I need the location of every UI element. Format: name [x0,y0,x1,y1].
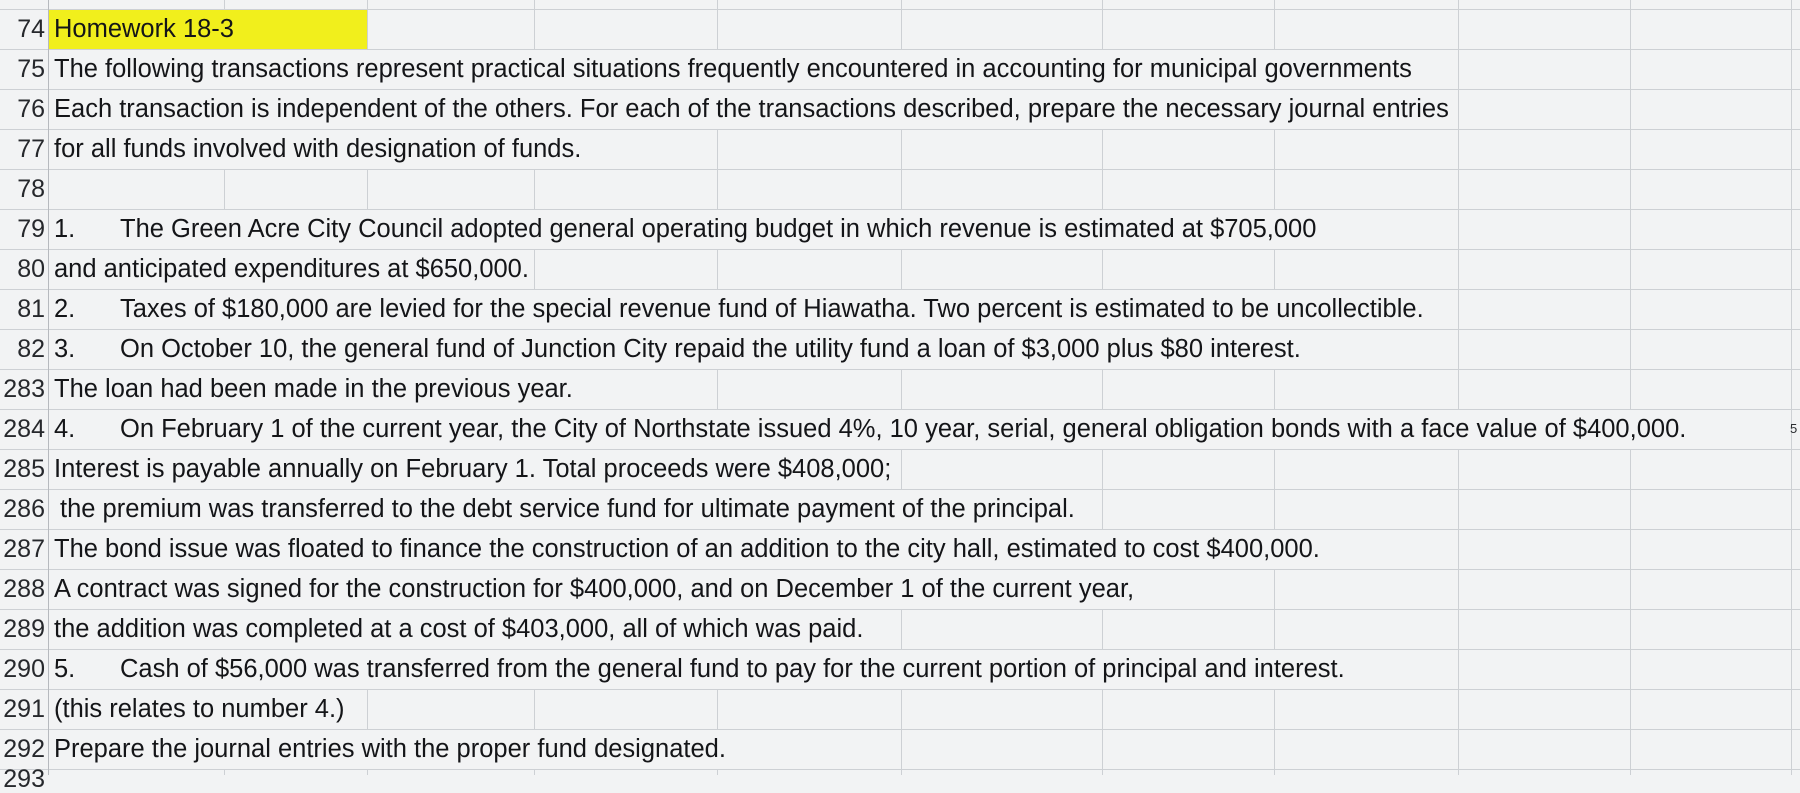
row-header-285[interactable]: 285 [3,455,45,483]
row-header-290[interactable]: 290 [3,655,45,683]
row-284 [0,409,1800,449]
cell-a284[interactable] [49,410,1689,449]
row-289 [0,609,1800,649]
row-header-80[interactable]: 80 [17,255,45,283]
item-number: 5. [54,655,76,683]
edge-cell-fragment: 5 [1790,421,1798,436]
cell-text: The Green Acre City Council adopted general operating budget in which revenue is estimated at $705,000 [120,215,1317,243]
cell-a79[interactable] [49,210,1319,249]
item-number: 4. [54,415,76,443]
cell-text: The loan had been made in the previous year. [54,375,573,403]
row-292 [0,729,1800,769]
row-header-76[interactable]: 76 [17,95,45,123]
row-283 [0,369,1800,409]
row-81 [0,289,1800,329]
cell-a285[interactable] [49,450,894,489]
cell-text: the addition was completed at a cost of $403,000, all of which was paid. [54,615,864,643]
item-number: 1. [54,215,76,243]
row-75 [0,49,1800,89]
row-78 [0,169,1800,209]
row-285 [0,449,1800,489]
row-header-82[interactable]: 82 [17,335,45,363]
cell-a289[interactable] [49,610,866,649]
cell-text: The bond issue was floated to finance the construction of an addition to the city hall, estimated to cost $400,000. [54,535,1320,563]
row-header-289[interactable]: 289 [3,615,45,643]
cell-a288[interactable] [49,570,1137,609]
cell-a286[interactable] [49,490,1078,529]
row-291 [0,689,1800,729]
cell-a290[interactable] [49,650,1348,689]
row-header-74[interactable]: 74 [17,15,45,43]
cell-a76[interactable] [49,90,1452,129]
row-82 [0,329,1800,369]
cell-text: Interest is payable annually on February 1. Total proceeds were $408,000; [54,455,892,483]
cell-a80[interactable] [49,250,532,289]
row-287 [0,529,1800,569]
row-80 [0,249,1800,289]
cell-text: A contract was signed for the construction for $400,000, and on December 1 of the current year, [54,575,1135,603]
row-header-293[interactable]: 293 [3,765,45,793]
cell-text: On February 1 of the current year, the City of Northstate issued 4%, 10 year, serial, general obligation bonds with a face value of $400,000. [120,415,1687,443]
cell-a283[interactable] [49,370,576,409]
cell-text: for all funds involved with designation of funds. [54,135,582,163]
row-header-287[interactable]: 287 [3,535,45,563]
cell-a77[interactable] [49,130,584,169]
cell-text: the premium was transferred to the debt service fund for ultimate payment of the principal. [60,495,1075,523]
row-header-77[interactable]: 77 [17,135,45,163]
row-header-291[interactable]: 291 [3,695,45,723]
cell-a75[interactable] [49,50,1415,89]
row-header-284[interactable]: 284 [3,415,45,443]
row-290 [0,649,1800,689]
gridline-col-i-j [1630,0,1631,775]
row-77 [0,129,1800,169]
cell-text: and anticipated expenditures at $650,000. [54,255,529,283]
row-header-79[interactable]: 79 [17,215,45,243]
cell-a293[interactable] [49,770,224,775]
gridline-col-j-k [1791,0,1792,775]
row-76 [0,89,1800,129]
cell-a74-homework-title[interactable] [49,10,367,49]
homework-title: Homework 18-3 [54,15,234,43]
cell-a292[interactable] [49,730,729,769]
gridline-col-h-i [1458,0,1459,775]
item-number: 2. [54,295,76,323]
cell-text: Cash of $56,000 was transferred from the general fund to pay for the current portion of principal and interest. [120,655,1345,683]
cell-text: Taxes of $180,000 are levied for the special revenue fund of Hiawatha. Two percent is estimated to be uncollectible. [120,295,1424,323]
cell-text: (this relates to number 4.) [54,695,345,723]
row-286 [0,489,1800,529]
row-header-75[interactable]: 75 [17,55,45,83]
row-header-288[interactable]: 288 [3,575,45,603]
cell-a82[interactable] [49,330,1304,369]
cell-a291[interactable] [49,690,348,729]
row-header-283[interactable]: 283 [3,375,45,403]
cell-a78[interactable] [49,170,224,209]
cell-a81[interactable] [49,290,1427,329]
row-header-286[interactable]: 286 [3,495,45,523]
cell-text: Each transaction is independent of the others. For each of the transactions described, prepare the necessary journal entries [54,95,1449,123]
row-288 [0,569,1800,609]
row-74 [0,9,1800,49]
row-header-292[interactable]: 292 [3,735,45,763]
row-header-78[interactable]: 78 [17,175,45,203]
row-293 [0,765,1800,793]
cell-a287[interactable] [49,530,1323,569]
cell-text: Prepare the journal entries with the proper fund designated. [54,735,726,763]
row-header-81[interactable]: 81 [17,295,45,323]
item-number: 3. [54,335,76,363]
cell-text: The following transactions represent practical situations frequently encountered in accounting for municipal governments [54,55,1412,83]
cell-text: On October 10, the general fund of Junction City repaid the utility fund a loan of $3,000 plus $80 interest. [120,335,1301,363]
row-79 [0,209,1800,249]
